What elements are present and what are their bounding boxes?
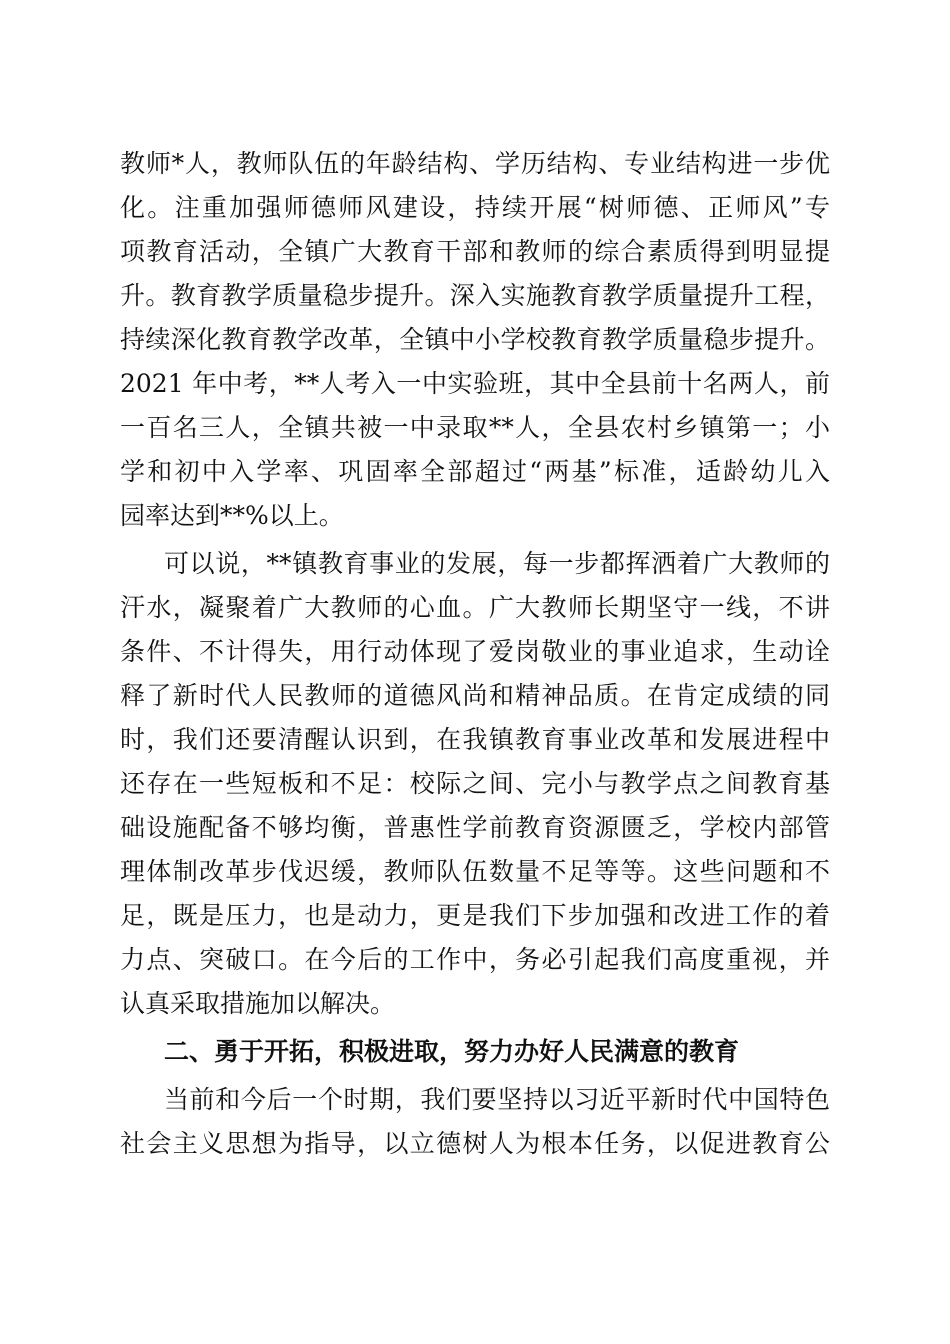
paragraph-2-line-11: 认真采取措施加以解决。: [120, 989, 396, 1018]
paragraph-2-line-3: 条件、不计得失，用行动体现了爱岗敬业的事业追求，生动诠: [120, 637, 830, 666]
paragraph-1-line-8: 学和初中入学率、巩固率全部超过“两基”标准，适龄幼儿入: [120, 457, 830, 486]
paragraph-1-line-5: 持续深化教育教学改革，全镇中小学校教育教学质量稳步提升。: [120, 325, 830, 354]
paragraph-1-line-9: 园率达到**%以上。: [120, 501, 344, 530]
paragraph-2-line-6: 还存在一些短板和不足：校际之间、完小与教学点之间教育基: [120, 769, 830, 798]
paragraph-2-line-2: 汗水，凝聚着广大教师的心血。广大教师长期坚守一线，不讲: [120, 593, 830, 622]
section-heading: 二、勇于开拓，积极进取，努力办好人民满意的教育: [164, 1037, 740, 1066]
paragraph-2-line-4: 释了新时代人民教师的道德风尚和精神品质。在肯定成绩的同: [120, 681, 830, 710]
paragraph-1-line-3: 项教育活动，全镇广大教育干部和教师的综合素质得到明显提: [120, 237, 830, 266]
paragraph-1-line-4: 升。教育教学质量稳步提升。深入实施教育教学质量提升工程，: [120, 281, 830, 310]
paragraph-2-line-5: 时，我们还要清醒认识到，在我镇教育事业改革和发展进程中: [120, 725, 830, 754]
paragraph-3-line-1: 当前和今后一个时期，我们要坚持以习近平新时代中国特色: [164, 1085, 830, 1114]
paragraph-1-line-2: 化。注重加强师德师风建设，持续开展“树师德、正师风”专: [120, 193, 830, 222]
paragraph-1-line-7: 一百名三人，全镇共被一中录取**人，全县农村乡镇第一；小: [120, 413, 830, 442]
paragraph-2-line-1: 可以说，**镇教育事业的发展，每一步都挥洒着广大教师的: [164, 549, 830, 578]
paragraph-1-line-1: 教师*人，教师队伍的年龄结构、学历结构、专业结构进一步优: [120, 149, 830, 178]
paragraph-3-line-2: 社会主义思想为指导，以立德树人为根本任务，以促进教育公: [120, 1129, 830, 1158]
paragraph-2-line-10: 力点、突破口。在今后的工作中，务必引起我们高度重视，并: [120, 945, 830, 974]
paragraph-1-line-6: 2021 年中考，**人考入一中实验班，其中全县前十名两人，前: [120, 369, 830, 398]
paragraph-2-line-9: 足，既是压力，也是动力，更是我们下步加强和改进工作的着: [120, 901, 830, 930]
paragraph-2-line-7: 础设施配备不够均衡，普惠性学前教育资源匮乏，学校内部管: [120, 813, 830, 842]
paragraph-2-line-8: 理体制改革步伐迟缓，教师队伍数量不足等等。这些问题和不: [120, 857, 830, 886]
